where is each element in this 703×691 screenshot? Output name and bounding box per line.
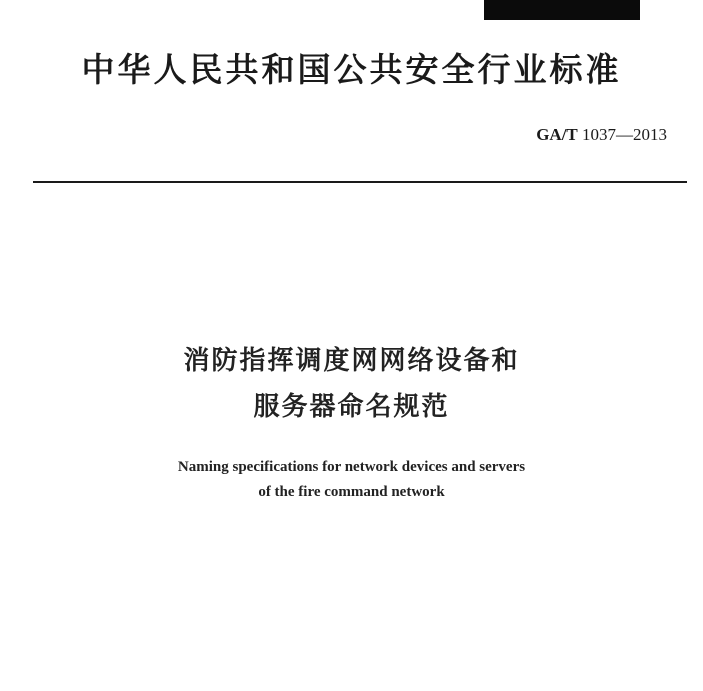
standard-number-value: 1037—2013 (582, 125, 667, 144)
chinese-title-line-2: 服务器命名规范 (253, 392, 450, 422)
organization-title: 中华人民共和国公共安全行业标准 (81, 50, 622, 89)
header-divider (33, 181, 687, 183)
standard-code: GA/T (536, 125, 578, 144)
english-title-line-2: of the fire command network (258, 484, 445, 500)
standard-number (536, 125, 667, 145)
chinese-title (0, 338, 703, 430)
chinese-title-line-1: 消防指挥调度网网络设备和 (183, 346, 520, 376)
english-title-line-1: Naming specifications for network devices and servers (177, 459, 526, 475)
redaction-block (484, 0, 640, 20)
english-title (0, 455, 703, 505)
